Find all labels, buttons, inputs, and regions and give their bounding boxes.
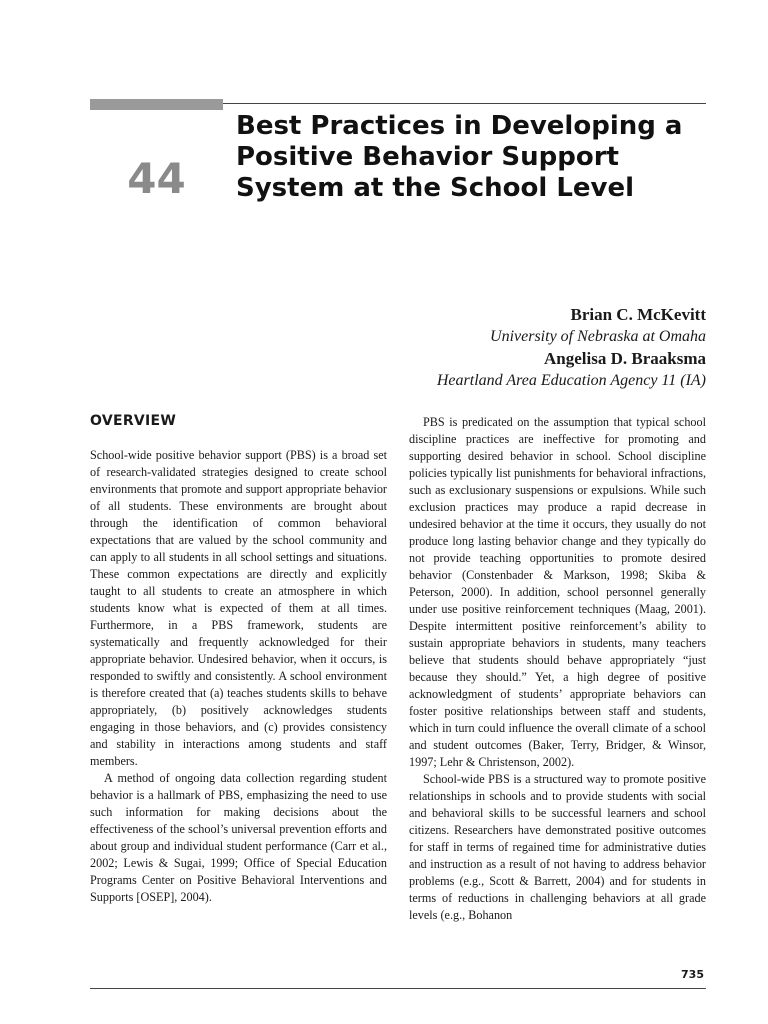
paragraph: PBS is predicated on the assumption that typical school discipline practices are ineffective for promoting and supporting desired behavior in school. School discipline policies typically list punishments for behavioral infractions, such as exclusionary suspensions or expulsions. While such exclusion practices may produce a rapid decrease in undesired behavior at the time it occurs, they usually do not produce long lasting behavior change and they typically do not provide teaching opportunities to promote desired behavior (Constenbader & Markson, 1998; Skiba & Peterson, 2000). In addition, school personnel generally under use positive reinforcement techniques (Maag, 2001). Despite intermittent positive reinforcement’s ability to sustain appropriate behaviors in students, many teachers believe that students should behave appropriately “just because they should.” Yet, a high degree of positive acknowledgment of students’ appropriate behaviors can foster positive relationships between staff and students, which in turn could influence the overall climate of a school and student outcomes (Baker, Terry, Bridger, & Winsor, 1997; Lehr & Christenson, 2002).	[409, 415, 706, 769]
bottom-rule	[90, 988, 706, 989]
right-column	[409, 414, 706, 924]
paragraph: A method of ongoing data collection regarding student behavior is a hallmark of PBS, emphasizing the need to use such information for making decisions about the effectiveness of the school’s universal prevention efforts and about group and individual student performance (Carr et al., 2002; Lewis & Sugai, 1999; Office of Special Education Programs Center on Positive Behavioral Interventions and Supports [OSEP], 2004).	[90, 771, 387, 904]
chapter-bar	[90, 99, 223, 110]
page-number: 735	[681, 968, 704, 981]
author-affiliation: University of Nebraska at Omaha	[490, 328, 706, 345]
author-name: Brian C. McKevitt	[570, 305, 706, 324]
chapter-title	[236, 111, 706, 204]
paragraph: School-wide positive behavior support (PBS) is a broad set of research-validated strategies designed to create school environments that promote and support appropriate behavior of all students. These environments are brought about through the identification of common behavioral expectations that are valued by the school community and can apply to all students in all school settings and situations. These common expectations are directly and explicitly taught to all students to create an atmosphere in which students know what is expected of them at all times. Furthermore, in a PBS framework, students are systematically and frequently acknowledged for their appropriate behavior. Undesired behavior, when it occurs, is responded to swiftly and consistently. A school environment is therefore created that (a) teaches students skills to behave appropriately, (b) positively acknowledges students engaging in those behaviors, and (c) provides consistency and stability in interactions among students and staff members.	[90, 448, 387, 768]
chapter-number: 44	[127, 154, 186, 203]
chapter-title-line: Best Practices in Developing a	[236, 111, 683, 141]
chapter-title-line: System at the School Level	[236, 173, 635, 203]
chapter-title-line: Positive Behavior Support	[236, 142, 619, 172]
author-block	[286, 304, 706, 392]
author-affiliation: Heartland Area Education Agency 11 (IA)	[436, 372, 706, 389]
author-name: Angelisa D. Braaksma	[544, 349, 706, 368]
paragraph: School-wide PBS is a structured way to promote positive relationships in schools and to provide students with social and behavioral skills to be successful learners and school citizens. Researchers have demonstrated positive outcomes for staff in terms of regained time for administrative duties and instruction as a result of not having to address behavior problems (e.g., Scott & Barrett, 2004) and for students in terms of reductions in challenging behaviors at all grade levels (e.g., Bohanon	[409, 772, 706, 922]
section-heading: OVERVIEW	[90, 413, 177, 429]
left-column	[90, 447, 387, 906]
